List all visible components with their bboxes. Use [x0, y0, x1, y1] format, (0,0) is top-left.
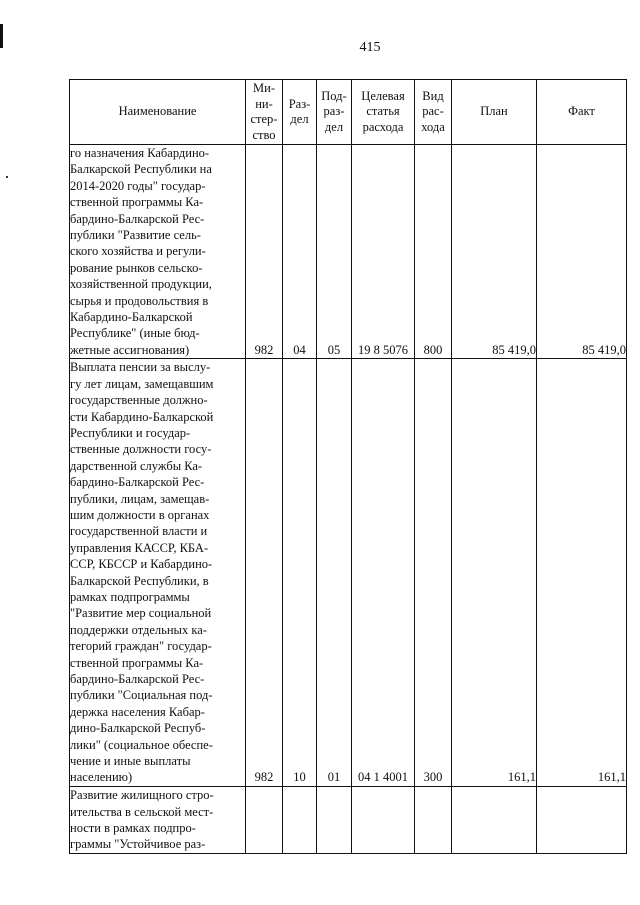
cell-expense-type	[415, 786, 452, 853]
table-row	[70, 145, 627, 359]
cell-subsection: 01	[317, 359, 352, 787]
budget-table	[69, 79, 627, 854]
header-subsection: Под- раз- дел	[317, 80, 352, 145]
header-section: Раз- дел	[283, 80, 317, 145]
cell-name: Выплата пенсии за выслу- гу лет лицам, замещавшим государственные должно- сти Кабардино-Балкарской Республики и государ- ственные должности госу- дарственной службы Ка- бардино-Балкарской Рес- публики, лицам, замещав- шим должности в органах государственной власти и управления КАССР, КБА- ССР, КБССР и Кабардино- Балкарской Республики, в рамках подпрограммы "Развитие мер социальной поддержки отдельных ка- тегорий граждан" государ- ственной программы Ка- бардино-Балкарской Рес- публики "Социальная под- держка населения Кабар- дино-Балкарской Респуб- лики" (социальное обеспе- чение и иные выплаты населению)	[70, 359, 246, 787]
cell-name: го назначения Кабардино- Балкарской Республики на 2014-2020 годы" государ- ственной программы Ка- бардино-Балкарской Рес- публики "Развитие сель- ского хозяйства и регули- рование рынков сельско- хозяйственной продукции, сырья и продовольствия в Кабардино-Балкарской Республике" (иные бюд- жетные ассигнования)	[70, 145, 246, 359]
cell-plan	[452, 786, 537, 853]
cell-ministry	[246, 786, 283, 853]
header-plan: План	[452, 80, 537, 145]
table-row	[70, 786, 627, 853]
cell-expense-type: 800	[415, 145, 452, 359]
cell-plan: 161,1	[452, 359, 537, 787]
scan-dust-speck	[6, 176, 8, 178]
cell-fact	[537, 786, 627, 853]
page-number: 415	[359, 40, 381, 55]
cell-ministry: 982	[246, 359, 283, 787]
header-expense-type: Вид рас- хода	[415, 80, 452, 145]
header-row	[70, 80, 627, 145]
cell-fact: 85 419,0	[537, 145, 627, 359]
cell-name: Развитие жилищного стро- ительства в сельской мест- ности в рамках подпро- граммы "Устойчивое раз-	[70, 786, 246, 853]
cell-plan: 85 419,0	[452, 145, 537, 359]
cell-section	[283, 786, 317, 853]
table-body	[70, 145, 627, 854]
cell-target-article: 04 1 4001	[352, 359, 415, 787]
cell-expense-type: 300	[415, 359, 452, 787]
cell-target-article	[352, 786, 415, 853]
table-row	[70, 359, 627, 787]
cell-ministry: 982	[246, 145, 283, 359]
cell-subsection: 05	[317, 145, 352, 359]
table-header	[70, 80, 627, 145]
header-name: Наименование	[70, 80, 246, 145]
cell-fact: 161,1	[537, 359, 627, 787]
cell-section: 04	[283, 145, 317, 359]
header-target-article: Целевая статья расхода	[352, 80, 415, 145]
header-fact: Факт	[537, 80, 627, 145]
cell-section: 10	[283, 359, 317, 787]
cell-subsection	[317, 786, 352, 853]
cell-target-article: 19 8 5076	[352, 145, 415, 359]
header-ministry: Ми- ни- стер- ство	[246, 80, 283, 145]
